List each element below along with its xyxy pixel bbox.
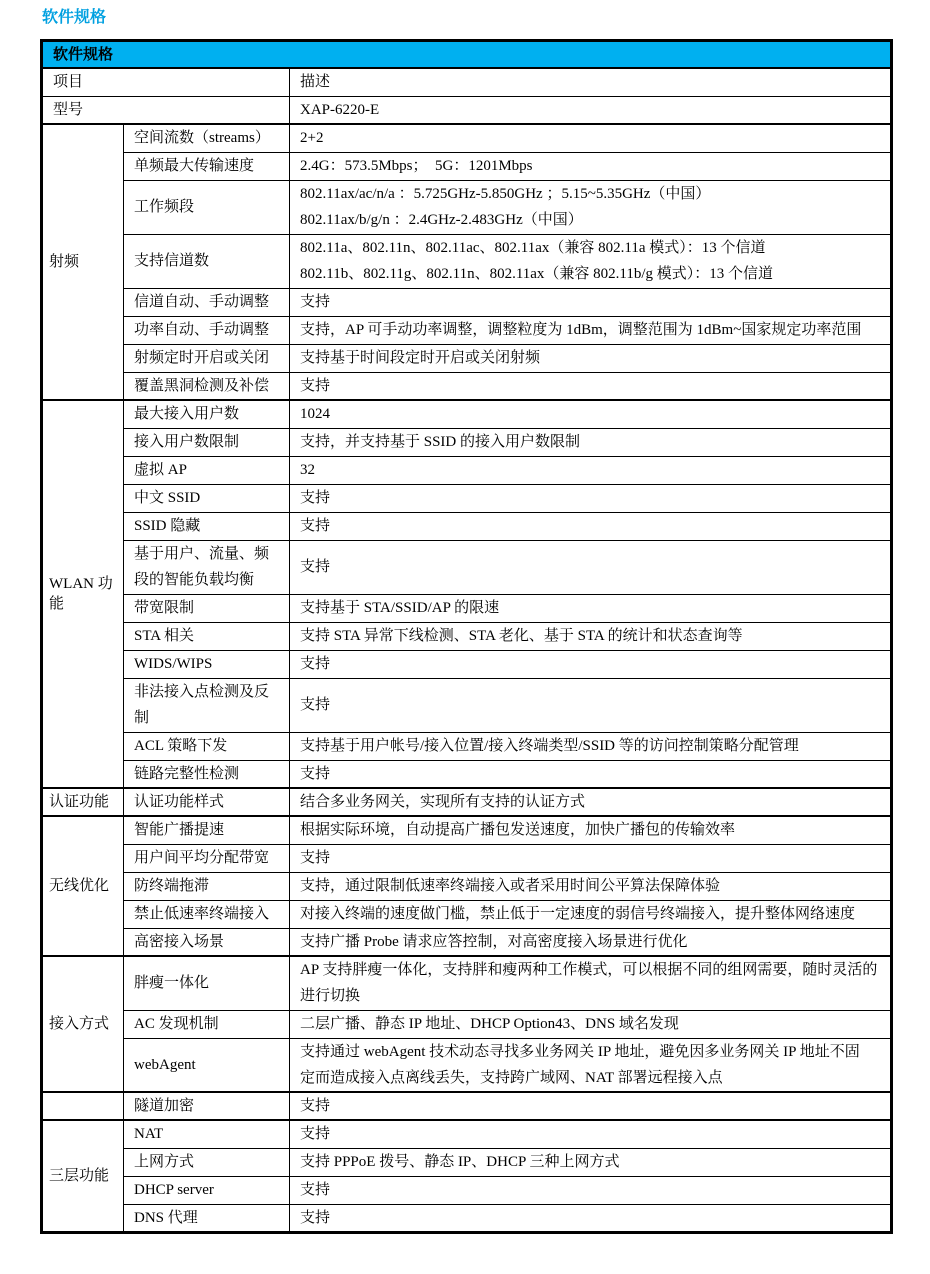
item-cell: 工作频段 xyxy=(124,180,290,234)
table-header-row xyxy=(42,41,892,69)
group-cell xyxy=(42,1092,124,1120)
item-cell: STA 相关 xyxy=(124,622,290,650)
item-cell: 防终端拖滞 xyxy=(124,872,290,900)
item-cell: 型号 xyxy=(42,96,290,124)
item-cell: 上网方式 xyxy=(124,1148,290,1176)
desc-cell: 2+2 xyxy=(290,124,892,152)
item-cell: 功率自动、手动调整 xyxy=(124,316,290,344)
table-row xyxy=(42,1204,892,1232)
item-cell: ACL 策略下发 xyxy=(124,732,290,760)
table-row xyxy=(42,484,892,512)
item-cell: NAT xyxy=(124,1120,290,1148)
desc-line: 支持通过 webAgent 技术动态寻找多业务网关 IP 地址，避免因多业务网关 IP 地址不固 xyxy=(300,1043,860,1060)
desc-cell: 1024 xyxy=(290,400,892,428)
desc-cell: 支持 xyxy=(290,1092,892,1120)
desc-cell: 支持 xyxy=(290,1204,892,1232)
table-row xyxy=(42,152,892,180)
desc-cell: XAP-6220-E xyxy=(290,96,892,124)
desc-cell: 支持 xyxy=(290,484,892,512)
table-row xyxy=(42,956,892,1010)
table-row xyxy=(42,594,892,622)
item-cell: 覆盖黑洞检测及补偿 xyxy=(124,372,290,400)
table-row xyxy=(42,234,892,288)
desc-cell: 支持，AP 可手动功率调整，调整粒度为 1dBm，调整范围为 1dBm~国家规定功率范围 xyxy=(290,316,892,344)
table-row xyxy=(42,900,892,928)
desc-cell: 支持基于时间段定时开启或关闭射频 xyxy=(290,344,892,372)
desc-line: 802.11b、802.11g、802.11n、802.11ax（兼容 802.11b/g 模式）：13 个信道 xyxy=(300,266,774,282)
item-cell: 空间流数（streams） xyxy=(124,124,290,152)
item-cell: 支持信道数 xyxy=(124,234,290,288)
table-row xyxy=(42,1038,892,1092)
table-row xyxy=(42,180,892,234)
desc-cell: 支持 xyxy=(290,760,892,788)
desc-cell: 二层广播、静态 IP 地址、DHCP Option43、DNS 域名发现 xyxy=(290,1010,892,1038)
table-row xyxy=(42,1010,892,1038)
desc-line: AP 支持胖瘦一体化，支持胖和瘦两种工作模式，可以根据不同的组网需要，随时灵活的 xyxy=(300,962,878,979)
group-cell: 接入方式 xyxy=(42,956,124,1092)
table-row xyxy=(42,428,892,456)
item-cell: 最大接入用户数 xyxy=(124,400,290,428)
table-row xyxy=(42,844,892,872)
desc-line: 802.11a、802.11n、802.11ac、802.11ax（兼容 802.11a 模式）：13 个信道 xyxy=(300,240,766,256)
desc-cell: 支持 xyxy=(290,844,892,872)
item-cell: SSID 隐藏 xyxy=(124,512,290,540)
item-cell: 接入用户数限制 xyxy=(124,428,290,456)
table-row xyxy=(42,456,892,484)
desc-cell xyxy=(290,180,892,234)
desc-cell: 根据实际环境，自动提高广播包发送速度，加快广播包的传输效率 xyxy=(290,816,892,844)
desc-cell: 描述 xyxy=(290,68,892,96)
table-row xyxy=(42,732,892,760)
desc-cell: 支持，并支持基于 SSID 的接入用户数限制 xyxy=(290,428,892,456)
item-cell: 高密接入场景 xyxy=(124,928,290,956)
desc-cell: 支持 xyxy=(290,512,892,540)
item-cell: 智能广播提速 xyxy=(124,816,290,844)
desc-cell: 支持 xyxy=(290,540,892,594)
item-cell: DHCP server xyxy=(124,1176,290,1204)
table-row xyxy=(42,540,892,594)
table-row xyxy=(42,1148,892,1176)
item-cell: AC 发现机制 xyxy=(124,1010,290,1038)
desc-line: 802.11ax/ac/n/a ：5.725GHz-5.850GHz ；5.15~5.35GHz（中国） xyxy=(300,186,711,202)
desc-cell: 2.4G：573.5Mbps； 5G：1201Mbps xyxy=(290,152,892,180)
table-section-header: 软件规格 xyxy=(42,41,892,69)
item-cell: DNS 代理 xyxy=(124,1204,290,1232)
table-row xyxy=(42,1176,892,1204)
table-row xyxy=(42,68,892,96)
item-cell: 中文 SSID xyxy=(124,484,290,512)
table-row xyxy=(42,96,892,124)
table-row xyxy=(42,512,892,540)
item-cell: 认证功能样式 xyxy=(124,788,290,816)
item-cell: 胖瘦一体化 xyxy=(124,956,290,1010)
group-cell: 三层功能 xyxy=(42,1120,124,1232)
item-cell: 单频最大传输速度 xyxy=(124,152,290,180)
table-row xyxy=(42,650,892,678)
page-title: 软件规格 xyxy=(42,9,107,26)
desc-cell: 支持基于 STA/SSID/AP 的限速 xyxy=(290,594,892,622)
item-cell: 项目 xyxy=(42,68,290,96)
table-row xyxy=(42,1120,892,1148)
table-row xyxy=(42,344,892,372)
group-cell: 认证功能 xyxy=(42,788,124,816)
item-cell: 链路完整性检测 xyxy=(124,760,290,788)
desc-cell: 支持基于用户帐号/接入位置/接入终端类型/SSID 等的访问控制策略分配管理 xyxy=(290,732,892,760)
item-cell: 带宽限制 xyxy=(124,594,290,622)
table-row xyxy=(42,928,892,956)
item-cell: 射频定时开启或关闭 xyxy=(124,344,290,372)
group-cell: 无线优化 xyxy=(42,816,124,956)
item-cell: webAgent xyxy=(124,1038,290,1092)
desc-cell: 支持广播 Probe 请求应答控制，对高密度接入场景进行优化 xyxy=(290,928,892,956)
group-cell: 射频 xyxy=(42,124,124,400)
item-cell: 虚拟 AP xyxy=(124,456,290,484)
desc-cell: 对接入终端的速度做门槛，禁止低于一定速度的弱信号终端接入，提升整体网络速度 xyxy=(290,900,892,928)
item-cell: 信道自动、手动调整 xyxy=(124,288,290,316)
desc-cell xyxy=(290,1038,892,1092)
table-row xyxy=(42,760,892,788)
desc-cell: 支持 xyxy=(290,1176,892,1204)
table-row xyxy=(42,124,892,152)
desc-line: 802.11ax/b/g/n ：2.4GHz-2.483GHz（中国） xyxy=(300,212,583,228)
desc-cell: 支持 xyxy=(290,650,892,678)
desc-cell: 支持 xyxy=(290,1120,892,1148)
desc-cell xyxy=(290,234,892,288)
table-row xyxy=(42,872,892,900)
spec-table-body xyxy=(42,41,892,1233)
document-page xyxy=(0,8,930,1234)
desc-cell: 支持 xyxy=(290,678,892,732)
item-cell: 非法接入点检测及反制 xyxy=(124,678,290,732)
table-row xyxy=(42,678,892,732)
table-row xyxy=(42,316,892,344)
desc-cell: 32 xyxy=(290,456,892,484)
desc-cell: 支持，通过限制低速率终端接入或者采用时间公平算法保障体验 xyxy=(290,872,892,900)
desc-line: 进行切换 xyxy=(300,988,361,1005)
desc-cell: 支持 xyxy=(290,372,892,400)
table-row xyxy=(42,1092,892,1120)
item-cell: 禁止低速率终端接入 xyxy=(124,900,290,928)
item-cell: 隧道加密 xyxy=(124,1092,290,1120)
desc-cell: 结合多业务网关，实现所有支持的认证方式 xyxy=(290,788,892,816)
desc-cell xyxy=(290,956,892,1010)
item-cell: 基于用户、流量、频段的智能负载均衡 xyxy=(124,540,290,594)
table-row xyxy=(42,622,892,650)
item-cell: 用户间平均分配带宽 xyxy=(124,844,290,872)
desc-line: 定而造成接入点离线丢失，支持跨广域网、NAT 部署远程接入点 xyxy=(300,1069,723,1086)
table-row xyxy=(42,288,892,316)
desc-cell: 支持 STA 异常下线检测、STA 老化、基于 STA 的统计和状态查询等 xyxy=(290,622,892,650)
item-cell: WIDS/WIPS xyxy=(124,650,290,678)
table-row xyxy=(42,400,892,428)
table-row xyxy=(42,816,892,844)
desc-cell: 支持 PPPoE 拨号、静态 IP、DHCP 三种上网方式 xyxy=(290,1148,892,1176)
desc-cell: 支持 xyxy=(290,288,892,316)
table-row xyxy=(42,788,892,816)
table-row xyxy=(42,372,892,400)
spec-table xyxy=(40,39,893,1234)
group-cell: WLAN 功能 xyxy=(42,400,124,788)
